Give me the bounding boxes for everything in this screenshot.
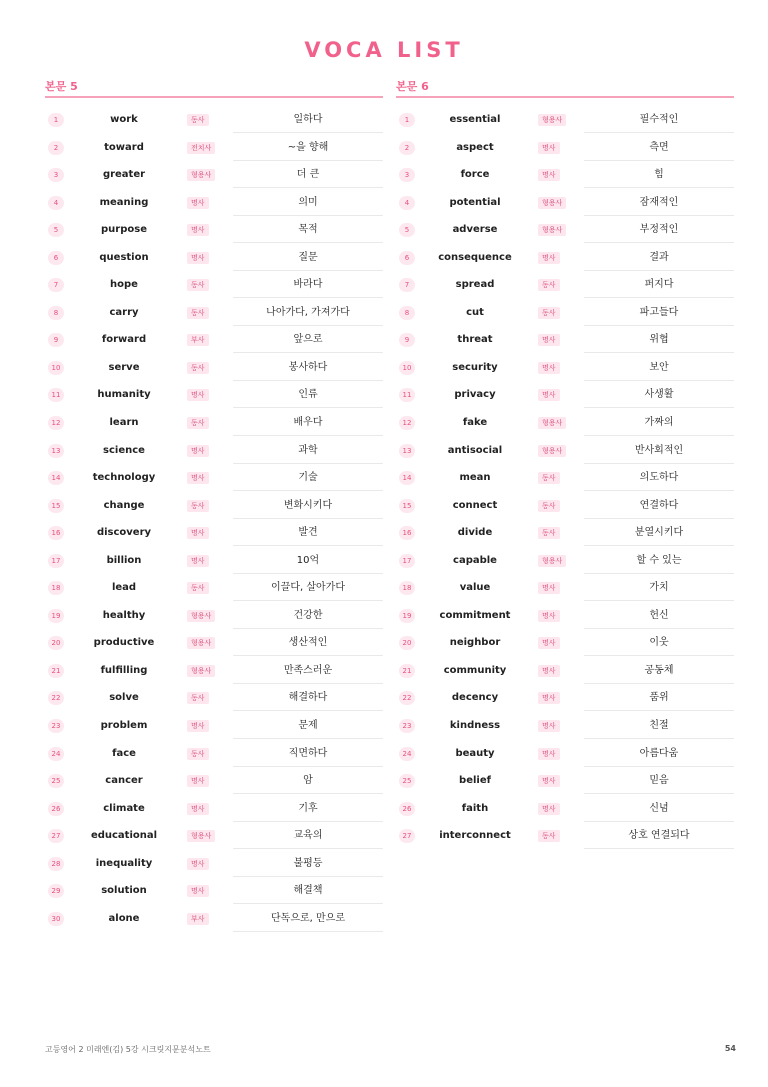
korean-meaning: 목적	[233, 216, 383, 243]
part-of-speech-badge: 명사	[538, 803, 560, 815]
row-number: 23	[48, 719, 64, 733]
row-number: 18	[399, 581, 415, 595]
korean-meaning: 사생활	[584, 381, 734, 408]
part-of-speech-badge: 동사	[187, 417, 209, 429]
part-of-speech-badge: 명사	[538, 775, 560, 787]
row-number: 13	[399, 444, 415, 458]
row-number: 21	[48, 664, 64, 678]
part-of-speech-badge: 명사	[187, 389, 209, 401]
korean-meaning: 배우다	[233, 409, 383, 436]
english-word: belief	[459, 775, 491, 787]
row-number: 4	[48, 196, 64, 210]
part-of-speech-badge: 형용사	[538, 114, 566, 126]
part-of-speech-badge: 부사	[187, 334, 209, 346]
part-of-speech-badge: 형용사	[187, 169, 215, 181]
voca-row	[396, 409, 734, 437]
row-number: 18	[48, 581, 64, 595]
row-number: 8	[399, 306, 415, 320]
english-word: security	[452, 361, 498, 373]
english-word: spread	[455, 279, 495, 291]
korean-meaning: 바라다	[233, 271, 383, 298]
english-word: antisocial	[447, 444, 503, 456]
part-of-speech-badge: 명사	[187, 720, 209, 732]
row-number: 26	[399, 802, 415, 816]
korean-meaning: 문제	[233, 712, 383, 739]
english-word: beauty	[455, 747, 495, 759]
part-of-speech-badge: 명사	[538, 610, 560, 622]
page-number: 54	[724, 1044, 736, 1053]
voca-row	[396, 684, 734, 712]
korean-meaning: 신념	[584, 795, 734, 822]
english-word: connect	[452, 499, 498, 511]
korean-meaning: 품위	[584, 684, 734, 711]
voca-row	[45, 244, 383, 272]
korean-meaning: 과학	[233, 437, 383, 464]
row-number: 3	[48, 168, 64, 182]
english-word: threat	[457, 334, 493, 346]
korean-meaning: 기술	[233, 464, 383, 491]
korean-meaning: 생산적인	[233, 629, 383, 656]
row-number: 12	[399, 416, 415, 430]
row-number: 16	[399, 526, 415, 540]
voca-row	[45, 299, 383, 327]
voca-row	[45, 189, 383, 217]
english-word: solution	[101, 885, 147, 897]
part-of-speech-badge: 명사	[187, 252, 209, 264]
part-of-speech-badge: 명사	[538, 252, 560, 264]
part-of-speech-badge: 명사	[187, 445, 209, 457]
part-of-speech-badge: 동사	[187, 500, 209, 512]
part-of-speech-badge: 명사	[187, 858, 209, 870]
english-word: carry	[109, 306, 139, 318]
english-word: value	[459, 582, 491, 594]
part-of-speech-badge: 형용사	[538, 197, 566, 209]
part-of-speech-badge: 명사	[538, 637, 560, 649]
voca-row	[396, 629, 734, 657]
row-number: 7	[48, 278, 64, 292]
row-number: 3	[399, 168, 415, 182]
row-number: 9	[399, 333, 415, 347]
row-number: 23	[399, 719, 415, 733]
row-number: 15	[48, 499, 64, 513]
row-number: 19	[48, 609, 64, 623]
part-of-speech-badge: 형용사	[538, 417, 566, 429]
english-word: alone	[108, 912, 140, 924]
part-of-speech-badge: 동사	[187, 582, 209, 594]
row-number: 29	[48, 884, 64, 898]
row-number: 24	[48, 747, 64, 761]
english-word: forward	[101, 334, 147, 346]
part-of-speech-badge: 명사	[187, 224, 209, 236]
korean-meaning: 의미	[233, 189, 383, 216]
english-word: essential	[449, 114, 501, 125]
voca-row	[396, 657, 734, 685]
english-word: neighbor	[449, 637, 501, 649]
row-number: 16	[48, 526, 64, 540]
voca-row	[45, 629, 383, 657]
voca-row	[45, 657, 383, 685]
row-number: 22	[48, 691, 64, 705]
korean-meaning: 질문	[233, 244, 383, 271]
row-number: 28	[48, 857, 64, 871]
english-word: inequality	[95, 857, 153, 869]
voca-row	[45, 381, 383, 409]
part-of-speech-badge: 동사	[538, 830, 560, 842]
english-word: purpose	[101, 224, 147, 236]
voca-row	[45, 712, 383, 740]
voca-row	[396, 244, 734, 272]
english-word: educational	[90, 830, 158, 842]
korean-meaning: 가짜의	[584, 409, 734, 436]
korean-meaning: 파고들다	[584, 299, 734, 326]
row-number: 8	[48, 306, 64, 320]
korean-meaning: 아름다움	[584, 740, 734, 767]
korean-meaning: 믿음	[584, 767, 734, 794]
english-word: productive	[93, 637, 155, 649]
voca-row	[45, 574, 383, 602]
part-of-speech-badge: 부사	[187, 913, 209, 925]
korean-meaning: 가치	[584, 574, 734, 601]
part-of-speech-badge: 명사	[538, 720, 560, 732]
row-number: 27	[48, 829, 64, 843]
voca-row	[45, 547, 383, 575]
row-number: 2	[399, 141, 415, 155]
korean-meaning: 변화시키다	[233, 492, 383, 519]
row-number: 4	[399, 196, 415, 210]
english-word: fake	[462, 417, 488, 429]
row-number: 9	[48, 333, 64, 347]
part-of-speech-badge: 형용사	[187, 610, 215, 622]
korean-meaning: 분열시키다	[584, 519, 734, 546]
korean-meaning: 인류	[233, 381, 383, 408]
part-of-speech-badge: 동사	[187, 692, 209, 704]
row-number: 5	[399, 223, 415, 237]
english-word: adverse	[452, 224, 498, 236]
korean-meaning: 결과	[584, 244, 734, 271]
voca-row	[45, 134, 383, 162]
korean-meaning: 친절	[584, 712, 734, 739]
voca-row	[45, 684, 383, 712]
korean-meaning: 앞으로	[233, 326, 383, 353]
row-number: 13	[48, 444, 64, 458]
korean-meaning: 봉사하다	[233, 354, 383, 381]
voca-row	[45, 106, 383, 134]
row-number: 1	[48, 113, 64, 127]
row-number: 20	[48, 636, 64, 650]
english-word: potential	[449, 196, 501, 208]
english-word: cancer	[105, 775, 143, 787]
voca-row	[396, 519, 734, 547]
voca-row	[45, 216, 383, 244]
row-number: 10	[399, 361, 415, 375]
part-of-speech-badge: 명사	[187, 555, 209, 567]
part-of-speech-badge: 형용사	[538, 555, 566, 567]
voca-list	[396, 106, 734, 850]
row-number: 20	[399, 636, 415, 650]
voca-row	[396, 326, 734, 354]
voca-row	[396, 299, 734, 327]
english-word: greater	[102, 169, 146, 181]
row-number: 15	[399, 499, 415, 513]
row-number: 26	[48, 802, 64, 816]
row-number: 22	[399, 691, 415, 705]
part-of-speech-badge: 명사	[538, 692, 560, 704]
korean-meaning: 잠재적인	[584, 189, 734, 216]
english-word: science	[103, 444, 145, 456]
english-word: divide	[457, 527, 493, 539]
section-heading: 본문 6	[396, 78, 734, 98]
english-word: privacy	[454, 389, 496, 401]
korean-meaning: 건강한	[233, 602, 383, 629]
part-of-speech-badge: 동사	[538, 279, 560, 291]
part-of-speech-badge: 명사	[187, 197, 209, 209]
row-number: 27	[399, 829, 415, 843]
part-of-speech-badge: 전치사	[187, 142, 215, 154]
row-number: 24	[399, 747, 415, 761]
voca-row	[396, 189, 734, 217]
part-of-speech-badge: 명사	[538, 748, 560, 760]
voca-section-right	[396, 78, 734, 850]
korean-meaning: 해결하다	[233, 684, 383, 711]
voca-list	[45, 106, 383, 932]
part-of-speech-badge: 동사	[538, 500, 560, 512]
english-word: community	[443, 664, 507, 676]
voca-row	[45, 437, 383, 465]
english-word: faith	[461, 802, 489, 814]
english-word: work	[110, 114, 138, 125]
voca-row	[396, 547, 734, 575]
part-of-speech-badge: 동사	[187, 114, 209, 126]
korean-meaning: 위협	[584, 326, 734, 353]
row-number: 25	[48, 774, 64, 788]
english-word: solve	[109, 692, 139, 704]
korean-meaning: 해결책	[233, 877, 383, 904]
part-of-speech-badge: 명사	[187, 775, 209, 787]
row-number: 11	[399, 388, 415, 402]
voca-row	[45, 795, 383, 823]
part-of-speech-badge: 명사	[187, 527, 209, 539]
korean-meaning: 부정적인	[584, 216, 734, 243]
voca-row	[45, 850, 383, 878]
english-word: kindness	[449, 720, 501, 732]
korean-meaning: 할 수 있는	[584, 547, 734, 574]
korean-meaning: 측면	[584, 134, 734, 161]
voca-row	[396, 574, 734, 602]
voca-row	[396, 271, 734, 299]
voca-row	[396, 767, 734, 795]
row-number: 1	[399, 113, 415, 127]
voca-section-left	[45, 78, 383, 932]
voca-row	[396, 740, 734, 768]
english-word: cut	[466, 306, 484, 318]
row-number: 12	[48, 416, 64, 430]
row-number: 7	[399, 278, 415, 292]
part-of-speech-badge: 동사	[187, 307, 209, 319]
english-word: commitment	[439, 609, 511, 621]
voca-row	[396, 602, 734, 630]
section-heading: 본문 5	[45, 78, 383, 98]
english-word: lead	[111, 582, 137, 594]
part-of-speech-badge: 형용사	[187, 830, 215, 842]
korean-meaning: 직면하다	[233, 740, 383, 767]
row-number: 25	[399, 774, 415, 788]
english-word: technology	[92, 472, 156, 484]
english-word: fulfilling	[100, 664, 148, 676]
korean-meaning: ~을 향해	[233, 134, 383, 161]
row-number: 17	[48, 554, 64, 568]
voca-row	[396, 712, 734, 740]
voca-row	[396, 134, 734, 162]
korean-meaning: 헌신	[584, 602, 734, 629]
voca-row	[396, 216, 734, 244]
part-of-speech-badge: 동사	[538, 472, 560, 484]
voca-row	[45, 492, 383, 520]
english-word: billion	[106, 554, 142, 566]
english-word: decency	[451, 692, 499, 704]
english-word: problem	[100, 720, 148, 732]
part-of-speech-badge: 명사	[538, 362, 560, 374]
row-number: 14	[399, 471, 415, 485]
row-number: 6	[399, 251, 415, 265]
korean-meaning: 기후	[233, 795, 383, 822]
part-of-speech-badge: 형용사	[187, 637, 215, 649]
korean-meaning: 나아가다, 가져가다	[233, 299, 383, 326]
part-of-speech-badge: 명사	[538, 142, 560, 154]
korean-meaning: 단독으로, 만으로	[233, 905, 383, 932]
korean-meaning: 이웃	[584, 629, 734, 656]
row-number: 19	[399, 609, 415, 623]
korean-meaning: 10억	[233, 547, 383, 574]
korean-meaning: 공동체	[584, 657, 734, 684]
part-of-speech-badge: 명사	[538, 582, 560, 594]
english-word: healthy	[102, 609, 146, 621]
part-of-speech-badge: 명사	[538, 169, 560, 181]
korean-meaning: 필수적인	[584, 106, 734, 133]
english-word: aspect	[456, 141, 494, 153]
english-word: change	[103, 499, 145, 511]
voca-row	[396, 381, 734, 409]
row-number: 11	[48, 388, 64, 402]
korean-meaning: 보안	[584, 354, 734, 381]
part-of-speech-badge: 동사	[538, 527, 560, 539]
page-title: VOCA LIST	[304, 38, 464, 62]
korean-meaning: 발견	[233, 519, 383, 546]
voca-row	[45, 161, 383, 189]
part-of-speech-badge: 명사	[187, 885, 209, 897]
english-word: consequence	[438, 251, 512, 263]
voca-row	[396, 437, 734, 465]
korean-meaning: 의도하다	[584, 464, 734, 491]
english-word: interconnect	[439, 830, 511, 842]
voca-row	[45, 326, 383, 354]
voca-row	[396, 464, 734, 492]
voca-row	[45, 464, 383, 492]
korean-meaning: 일하다	[233, 106, 383, 133]
korean-meaning: 교육의	[233, 822, 383, 849]
voca-row	[396, 354, 734, 382]
part-of-speech-badge: 형용사	[538, 445, 566, 457]
voca-row	[45, 877, 383, 905]
english-word: hope	[110, 279, 138, 291]
part-of-speech-badge: 명사	[187, 472, 209, 484]
english-word: meaning	[99, 196, 149, 208]
korean-meaning: 연결하다	[584, 492, 734, 519]
part-of-speech-badge: 동사	[187, 748, 209, 760]
korean-meaning: 불평등	[233, 850, 383, 877]
part-of-speech-badge: 명사	[187, 803, 209, 815]
english-word: discovery	[96, 527, 152, 539]
part-of-speech-badge: 명사	[538, 665, 560, 677]
voca-row	[396, 492, 734, 520]
part-of-speech-badge: 동사	[187, 362, 209, 374]
english-word: toward	[104, 141, 144, 153]
korean-meaning: 암	[233, 767, 383, 794]
korean-meaning: 반사회적인	[584, 437, 734, 464]
row-number: 30	[48, 912, 64, 926]
english-word: learn	[109, 417, 139, 429]
row-number: 5	[48, 223, 64, 237]
row-number: 10	[48, 361, 64, 375]
english-word: capable	[453, 554, 497, 566]
row-number: 14	[48, 471, 64, 485]
voca-row	[45, 354, 383, 382]
row-number: 6	[48, 251, 64, 265]
voca-row	[396, 161, 734, 189]
row-number: 2	[48, 141, 64, 155]
english-word: serve	[108, 361, 140, 373]
english-word: question	[99, 251, 149, 263]
voca-row	[45, 767, 383, 795]
part-of-speech-badge: 형용사	[187, 665, 215, 677]
korean-meaning: 더 큰	[233, 161, 383, 188]
korean-meaning: 만족스러운	[233, 657, 383, 684]
korean-meaning: 힘	[584, 161, 734, 188]
korean-meaning: 퍼지다	[584, 271, 734, 298]
english-word: climate	[103, 802, 145, 814]
row-number: 21	[399, 664, 415, 678]
korean-meaning: 상호 연결되다	[584, 822, 734, 849]
voca-row	[45, 409, 383, 437]
part-of-speech-badge: 명사	[538, 334, 560, 346]
english-word: humanity	[97, 389, 151, 401]
english-word: force	[460, 169, 490, 181]
voca-row	[45, 822, 383, 850]
voca-row	[396, 795, 734, 823]
korean-meaning: 이끌다, 살아가다	[233, 574, 383, 601]
row-number: 17	[399, 554, 415, 568]
voca-row	[45, 271, 383, 299]
english-word: face	[112, 747, 136, 759]
part-of-speech-badge: 명사	[538, 389, 560, 401]
english-word: mean	[459, 472, 491, 484]
voca-row	[396, 822, 734, 850]
voca-row	[45, 602, 383, 630]
part-of-speech-badge: 동사	[538, 307, 560, 319]
voca-row	[396, 106, 734, 134]
voca-row	[45, 905, 383, 933]
part-of-speech-badge: 동사	[187, 279, 209, 291]
footer-book-title: 고등영어 2 미래엔(김) 5강 시크릿지문분석노트	[45, 1045, 211, 1054]
part-of-speech-badge: 형용사	[538, 224, 566, 236]
voca-row	[45, 519, 383, 547]
voca-row	[45, 740, 383, 768]
